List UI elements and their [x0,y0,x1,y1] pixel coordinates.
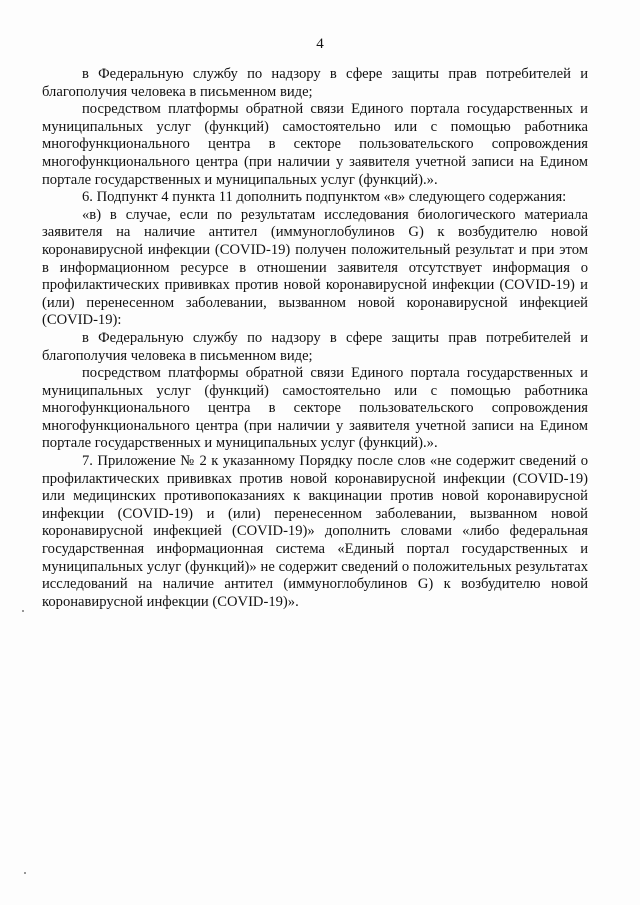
paragraph-rospotrebnadzor-written-2: в Федеральную службу по надзору в сфере защиты прав потребителей и благополучия человека в письменном виде; [42,329,588,364]
document-body [42,66,588,611]
paragraph-feedback-platform-2: посредством платформы обратной связи Единого портала государственных и муниципальных услуг (функций) самостоятельно или с помощью работника многофункционального центра в секторе пользовательского сопровождения многофункционального центра (при наличии у заявителя учетной записи на Едином портале государственных и муниципальных услуг (функций).». [42,365,588,452]
paragraph-rospotrebnadzor-written: в Федеральную службу по надзору в сфере защиты прав потребителей и благополучия человека в письменном виде; [42,66,588,100]
paragraph-item-6: 6. Подпункт 4 пункта 11 дополнить подпунктом «в» следующего содержания: [82,189,567,206]
paragraph-item-7: 7. Приложение № 2 к указанному Порядку после слов «не содержит сведений о профилактических прививках против новой коронавирусной инфекции (COVID-19) или медицинских противопоказаниях к вакцинации против новой коронавирусной инфекции (COVID-19) и (или) перенесенном заболевании, вызванном новой коронавирусной инфекцией (COVID-19)» дополнить словами «либо федеральная государственная информационная система «Единый портал государственных и муниципальных услуг (функций)» не содержит сведений о положительных результатах исследований на наличие антител (иммуноглобулинов G) к возбудителю новой коронавирусной инфекции (COVID-19)». [42,453,588,610]
paragraph-subitem-v: «в) в случае, если по результатам исследования биологического материала заявителя на наличие антител (иммуноглобулинов G) к возбудителю новой коронавирусной инфекции (COVID-19) получен положительный результат и при этом в информационном ресурсе в отношении заявителя отсутствует информация о профилактических прививках против новой коронавирусной инфекции (COVID-19) и (или) перенесенном заболевании, вызванном новой коронавирусной инфекцией (COVID-19): [42,206,588,329]
scan-artifact [22,610,24,612]
page-number: 4 [316,36,324,52]
scan-artifact [24,872,26,874]
paragraph-feedback-platform: посредством платформы обратной связи Единого портала государственных и муниципальных услуг (функций) самостоятельно или с помощью работника многофункционального центра в секторе пользовательского сопровождения многофункционального центра (при наличии у заявителя учетной записи на Едином портале государственных и муниципальных услуг (функций).». [42,101,588,188]
